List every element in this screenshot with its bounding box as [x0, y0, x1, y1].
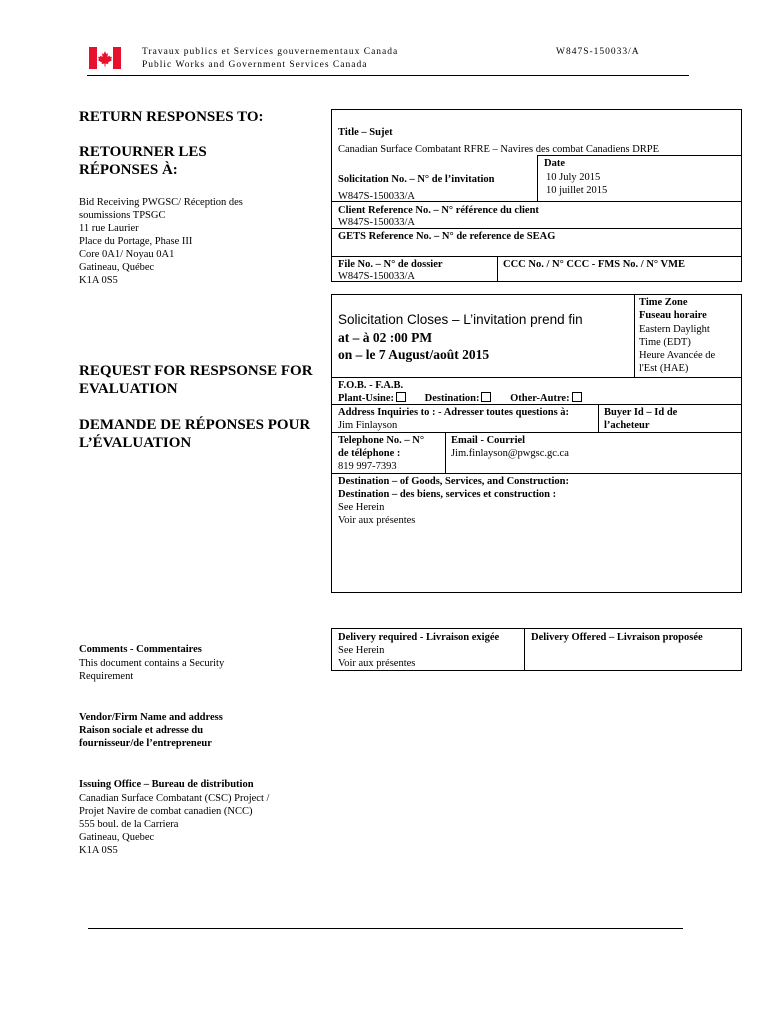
issuing-line: 555 boul. de la Carriera: [79, 819, 179, 830]
divider: [331, 201, 742, 202]
solicitation-no-value: W847S-150033/A: [338, 191, 415, 202]
file-no-value: W847S-150033/A: [338, 271, 415, 282]
retourner-heading-line1: RETOURNER LES: [79, 144, 207, 160]
phone-email-divider: [445, 432, 446, 473]
client-ref-label: Client Reference No. – N° référence du client: [338, 205, 539, 216]
divider: [331, 432, 742, 433]
address-line: soumissions TPSGC: [79, 210, 166, 221]
destination-checkbox[interactable]: [481, 392, 491, 402]
address-line: 11 rue Laurier: [79, 223, 139, 234]
delivery-divider: [524, 628, 525, 671]
request-heading-line2: EVALUATION: [79, 381, 178, 397]
date-box-top: [537, 155, 742, 156]
issuing-line: Canadian Surface Combatant (CSC) Project /: [79, 793, 270, 804]
return-responses-heading: RETURN RESPONSES TO:: [79, 109, 264, 125]
date-value-en: 10 July 2015: [546, 172, 601, 183]
telephone-label-fr: de téléphone :: [338, 448, 401, 459]
file-ccc-divider: [497, 256, 498, 282]
vendor-label-line: Raison sociale et adresse du: [79, 725, 204, 736]
issuing-office-label: Issuing Office – Bureau de distribution: [79, 779, 254, 790]
divider: [331, 256, 742, 257]
address-line: Bid Receiving PWGSC/ Réception des: [79, 197, 243, 208]
destination-goods-label-en: Destination – of Goods, Services, and Construction:: [338, 476, 570, 487]
vendor-label: [79, 711, 223, 750]
issuing-line: K1A 0S5: [79, 845, 118, 856]
comments-text: [79, 657, 224, 683]
destination-goods-label-fr: Destination – des biens, services et construction :: [338, 489, 557, 500]
canada-flag-icon: [89, 47, 121, 69]
address-line: K1A 0S5: [79, 275, 118, 286]
closing-time: at – à 02 :00 PM: [338, 330, 433, 345]
destination-see-herein: See Herein: [338, 502, 385, 513]
comments-line: This document contains a Security: [79, 658, 225, 669]
email-value[interactable]: Jim.finlayson@pwgsc.gc.ca: [451, 448, 569, 459]
comments-label: Comments - Commentaires: [79, 644, 202, 655]
solicitation-no-label: Solicitation No. – N° de l’invitation: [338, 174, 495, 185]
delivery-see-herein: See Herein: [338, 645, 385, 656]
date-value-fr: 10 juillet 2015: [546, 185, 608, 196]
closing-date: on – le 7 August/août 2015: [338, 347, 490, 362]
retourner-heading-line2: RÉPONSES À:: [79, 162, 178, 178]
solicitation-closes-label: Solicitation Closes – L’invitation prend fin: [338, 312, 583, 327]
address-line: Gatineau, Québec: [79, 262, 155, 273]
bid-receiving-address: [79, 196, 243, 287]
issuing-office-address: [79, 792, 269, 857]
timezone-line: Heure Avancée de: [639, 350, 716, 361]
divider: [331, 473, 742, 474]
divider: [331, 404, 742, 405]
header-divider: [87, 75, 689, 76]
delivery-required-label: Delivery required - Livraison exigée: [338, 632, 500, 643]
plant-usine-label: Plant-Usine:: [338, 393, 394, 404]
destination-voir: Voir aux présentes: [338, 515, 416, 526]
gets-ref-label: GETS Reference No. – N° de reference de SEAG: [338, 231, 556, 242]
file-no-label: File No. – N° de dossier: [338, 259, 443, 270]
date-box-left: [537, 155, 538, 201]
vendor-label-line: Vendor/Firm Name and address: [79, 712, 223, 723]
ccc-fms-label: CCC No. / N° CCC - FMS No. / N° VME: [503, 259, 686, 270]
document-number: W847S-150033/A: [556, 47, 640, 57]
comments-line: Requirement: [79, 671, 134, 682]
issuing-line: Projet Navire de combat canadien (NCC): [79, 806, 253, 817]
timezone-line: Eastern Daylight: [639, 324, 710, 335]
buyer-divider: [598, 404, 599, 432]
vendor-label-line: fournisseur/de l’entrepreneur: [79, 738, 212, 749]
demande-heading-line1: DEMANDE DE RÉPONSES POUR: [79, 417, 311, 433]
buyer-id-label: Buyer Id – Id de: [604, 407, 678, 418]
plant-usine-checkbox[interactable]: [396, 392, 406, 402]
date-label: Date: [544, 158, 565, 169]
address-inquiries-label: Address Inquiries to : - Adresser toutes questions à:: [338, 407, 570, 418]
title-label: Title – Sujet: [338, 127, 393, 138]
destination-label: Destination:: [424, 393, 480, 404]
address-line: Core 0A1/ Noyau 0A1: [79, 249, 175, 260]
address-line: Place du Portage, Phase III: [79, 236, 193, 247]
title-value: Canadian Surface Combatant RFRE – Navires des combat Canadiens DRPE: [338, 144, 660, 155]
delivery-voir: Voir aux présentes: [338, 658, 416, 669]
request-heading-line1: REQUEST FOR RESPSONSE FOR: [79, 363, 313, 379]
timezone-label-fr: Fuseau horaire: [639, 310, 707, 321]
timezone-line: Time (EDT): [639, 337, 691, 348]
other-autre-checkbox[interactable]: [572, 392, 582, 402]
divider: [331, 228, 742, 229]
timezone-line: l'Est (HAE): [639, 363, 689, 374]
buyer-id-label-fr: l’acheteur: [604, 420, 650, 431]
divider: [331, 377, 742, 378]
department-name-en: Public Works and Government Services Canada: [142, 60, 368, 70]
timezone-divider: [634, 294, 635, 377]
delivery-offered-label: Delivery Offered – Livraison proposée: [531, 632, 703, 643]
footer-divider: [88, 928, 683, 929]
issuing-line: Gatineau, Quebec: [79, 832, 155, 843]
client-ref-value: W847S-150033/A: [338, 217, 415, 228]
other-autre-label: Other-Autre:: [510, 393, 570, 404]
address-inquiries-value: Jim Finlayson: [338, 420, 398, 431]
timezone-label: Time Zone: [639, 297, 688, 308]
fob-label: F.O.B. - F.A.B.: [338, 380, 404, 391]
telephone-label: Telephone No. – N°: [338, 435, 425, 446]
telephone-value: 819 997-7393: [338, 461, 397, 472]
timezone-value: [639, 323, 715, 375]
email-label: Email - Courriel: [451, 435, 526, 446]
department-name-fr: Travaux publics et Services gouvernementaux Canada: [142, 47, 399, 57]
demande-heading-line2: L’ÉVALUATION: [79, 435, 192, 451]
